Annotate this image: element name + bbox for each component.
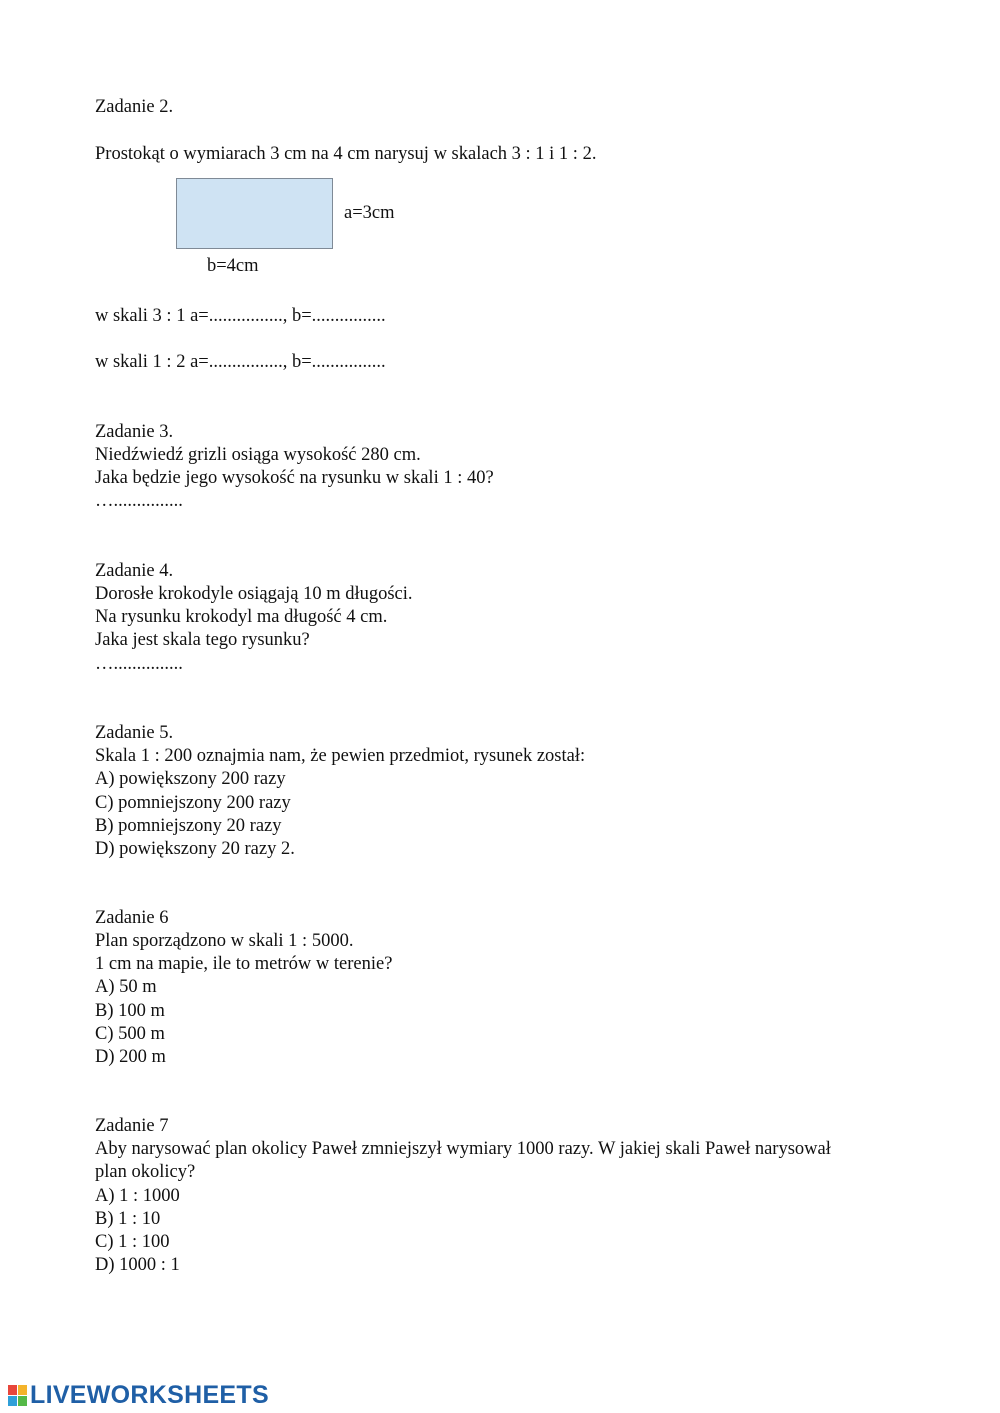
zadanie-6-heading: Zadanie 6: [95, 908, 169, 928]
zadanie-5-option[interactable]: D) powiększony 20 razy 2.: [95, 839, 295, 859]
zadanie-3-line: Niedźwiedź grizli osiąga wysokość 280 cm.: [95, 445, 421, 465]
zadanie-6-option[interactable]: B) 100 m: [95, 1001, 165, 1021]
zadanie-7-question: Aby narysować plan okolicy Paweł zmniejszył wymiary 1000 razy. W jakiej skali Paweł narysował: [95, 1139, 831, 1159]
zadanie-7-option[interactable]: D) 1000 : 1: [95, 1255, 180, 1275]
zadanie-3-answer-blank[interactable]: …...............: [95, 491, 183, 511]
zadanie-7-option[interactable]: A) 1 : 1000: [95, 1186, 180, 1206]
zadanie-2-heading: Zadanie 2.: [95, 97, 174, 117]
zadanie-5-option[interactable]: B) pomniejszony 20 razy: [95, 816, 282, 836]
zadanie-3-heading: Zadanie 3.: [95, 422, 174, 442]
rectangle-diagram: [176, 178, 333, 249]
liveworksheets-wordmark: LIVEWORKSHEETS: [30, 1381, 269, 1409]
zadanie-4-heading: Zadanie 4.: [95, 561, 174, 581]
zadanie-4-line: Dorosłe krokodyle osiągają 10 m długości.: [95, 584, 413, 604]
side-b-label: b=4cm: [207, 256, 259, 276]
zadanie-3-line: Jaka będzie jego wysokość na rysunku w skali 1 : 40?: [95, 468, 494, 488]
zadanie-5-heading: Zadanie 5.: [95, 723, 174, 743]
zadanie-6-option[interactable]: C) 500 m: [95, 1024, 165, 1044]
zadanie-7-option[interactable]: B) 1 : 10: [95, 1209, 161, 1229]
scale-3-1-answer-line: w skali 3 : 1 a=................, b=................: [95, 306, 386, 326]
side-a-label: a=3cm: [344, 203, 395, 223]
zadanie-7-heading: Zadanie 7: [95, 1116, 169, 1136]
liveworksheets-logo[interactable]: [8, 1381, 269, 1410]
zadanie-5-option[interactable]: C) pomniejszony 200 razy: [95, 793, 291, 813]
zadanie-6-line: 1 cm na mapie, ile to metrów w terenie?: [95, 954, 393, 974]
zadanie-6-option[interactable]: A) 50 m: [95, 977, 157, 997]
zadanie-5-option[interactable]: A) powiększony 200 razy: [95, 769, 286, 789]
zadanie-5-question: Skala 1 : 200 oznajmia nam, że pewien przedmiot, rysunek został:: [95, 746, 586, 766]
zadanie-4-line: Na rysunku krokodyl ma długość 4 cm.: [95, 607, 388, 627]
liveworksheets-cube-icon: [8, 1385, 28, 1407]
zadanie-6-option[interactable]: D) 200 m: [95, 1047, 166, 1067]
zadanie-7-option[interactable]: C) 1 : 100: [95, 1232, 170, 1252]
zadanie-2-prompt: Prostokąt o wymiarach 3 cm na 4 cm narysuj w skalach 3 : 1 i 1 : 2.: [95, 144, 597, 164]
zadanie-4-answer-blank[interactable]: …...............: [95, 654, 183, 674]
scale-1-2-answer-line: w skali 1 : 2 a=................, b=................: [95, 352, 386, 372]
zadanie-6-line: Plan sporządzono w skali 1 : 5000.: [95, 931, 354, 951]
zadanie-7-question-continued: plan okolicy?: [95, 1162, 196, 1182]
zadanie-4-line: Jaka jest skala tego rysunku?: [95, 630, 310, 650]
